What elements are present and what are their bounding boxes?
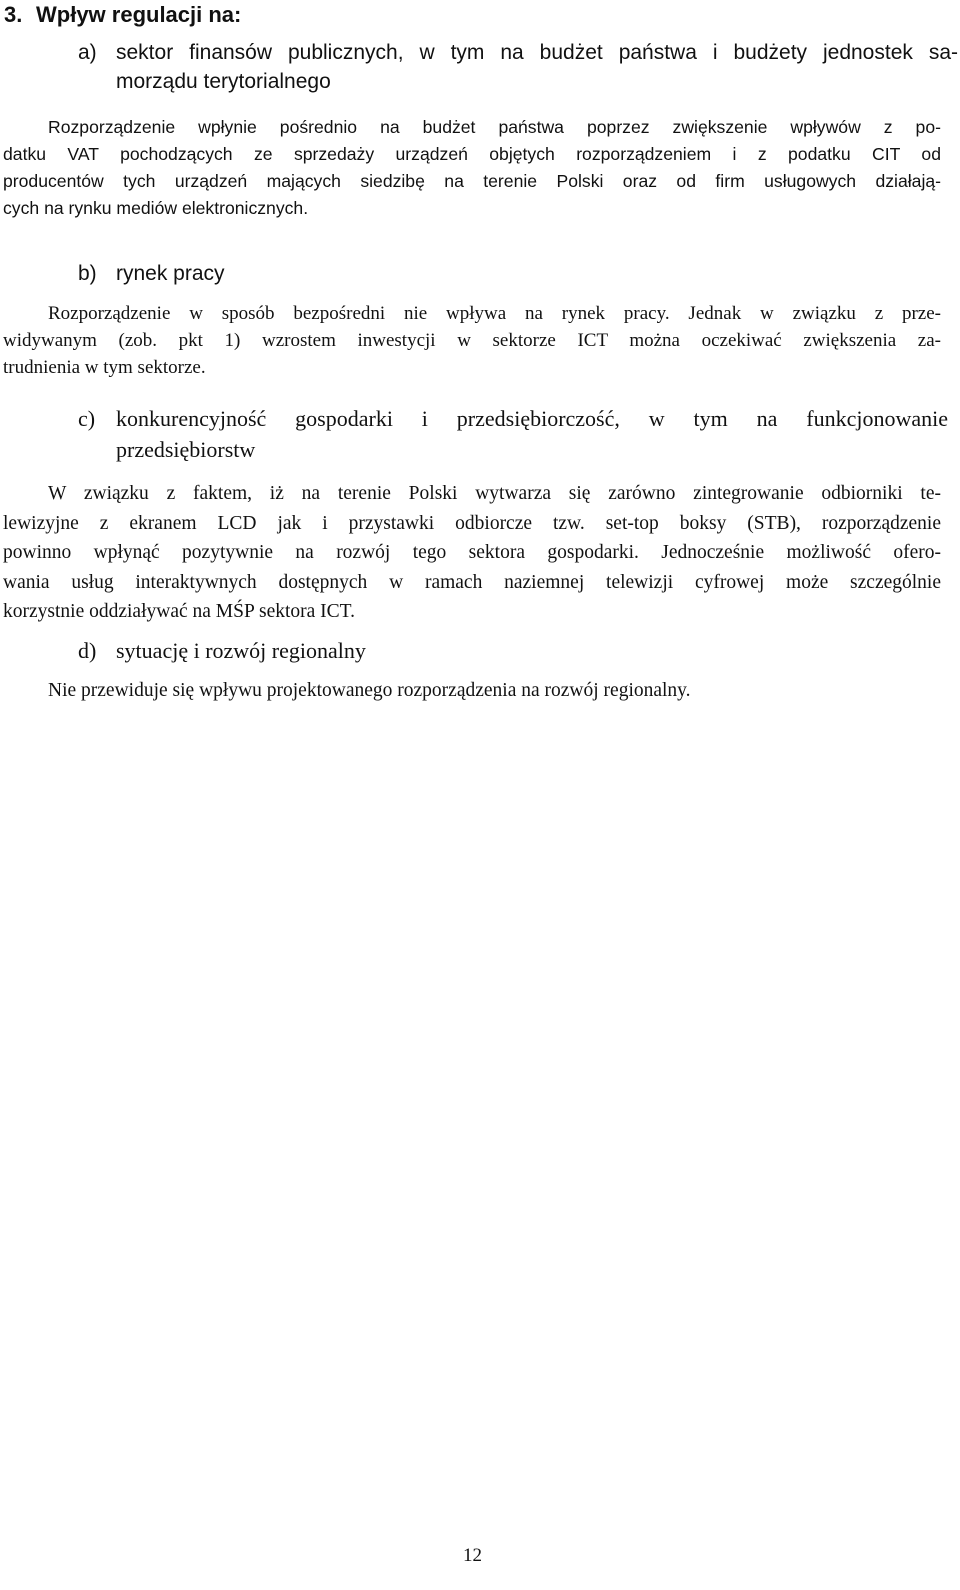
subsection-c-heading: [78, 403, 948, 465]
subsection-a-heading-line: sektor finansów publicznych, w tym na budżet państwa i budżety jednostek sa-: [116, 41, 958, 64]
subsection-c-heading-line: przedsiębiorstw: [116, 437, 256, 462]
section-heading: [4, 2, 241, 28]
subsection-c-body-cont: [3, 509, 941, 627]
subsection-d-title: sytuację i rozwój regionalny: [116, 638, 366, 663]
subsection-d-heading: [78, 635, 578, 666]
subsection-a-label: a): [78, 41, 97, 64]
subsection-b-title: rynek pracy: [116, 262, 225, 285]
subsection-a-heading-line: morządu terytorialnego: [116, 70, 331, 93]
subsection-c-heading-line: konkurencyjność gospodarki i przedsiębiorczość, w tym na funkcjonowanie: [116, 406, 948, 431]
body-line: producentów tych urządzeń mających siedzibę na terenie Polski oraz od firm usługowych działają-: [3, 171, 941, 191]
subsection-d-label: d): [78, 638, 97, 663]
subsection-b-heading: [78, 259, 478, 288]
body-line: wania usług interaktywnych dostępnych w ramach naziemnej telewizji cyfrowej może szczególnie: [3, 571, 941, 593]
section-title: Wpływ regulacji na:: [36, 2, 242, 27]
body-line: cych na rynku mediów elektronicznych.: [3, 198, 309, 218]
body-line: Rozporządzenie w sposób bezpośredni nie wpływa na rynek pracy. Jednak w związku z prze-: [48, 303, 941, 324]
body-line: korzystnie oddziaływać na MŚP sektora ICT.: [3, 601, 355, 622]
body-line: W związku z faktem, iż na terenie Polski wytwarza się zarówno zintegrowanie odbiorniki te-: [48, 483, 941, 504]
subsection-d-body: Nie przewiduje się wpływu projektowanego rozporządzenia na rozwój regionalny.: [48, 680, 691, 701]
body-line: trudnienia w tym sektorze.: [3, 357, 206, 378]
body-line: powinno wpłynąć pozytywnie na rozwój tego sektora gospodarki. Jednocześnie możliwość ofero-: [3, 542, 941, 563]
subsection-b-body-cont: [3, 327, 941, 381]
subsection-c-label: c): [78, 406, 96, 431]
subsection-a-body-cont: [3, 141, 941, 222]
body-line: Rozporządzenie wpłynie pośrednio na budżet państwa poprzez zwiększenie wpływów z po-: [48, 117, 941, 137]
subsection-a-heading: [78, 38, 958, 96]
subsection-b-label: b): [78, 262, 97, 285]
subsection-a-body: [48, 114, 941, 141]
subsection-c-body: [48, 479, 941, 509]
page-number: 12: [463, 1545, 482, 1566]
body-line: datku VAT pochodzących ze sprzedaży urządzeń objętych rozporządzeniem i z podatku CIT od: [3, 144, 941, 164]
section-number: 3.: [4, 2, 23, 27]
body-line: widywanym (zob. pkt 1) wzrostem inwestycji w sektorze ICT można oczekiwać zwiększenia za-: [3, 330, 941, 351]
body-line: lewizyjne z ekranem LCD jak i przystawki odbiorcze tzw. set-top boksy (STB), rozporządzenie: [3, 512, 941, 534]
subsection-b-body: [48, 300, 941, 327]
